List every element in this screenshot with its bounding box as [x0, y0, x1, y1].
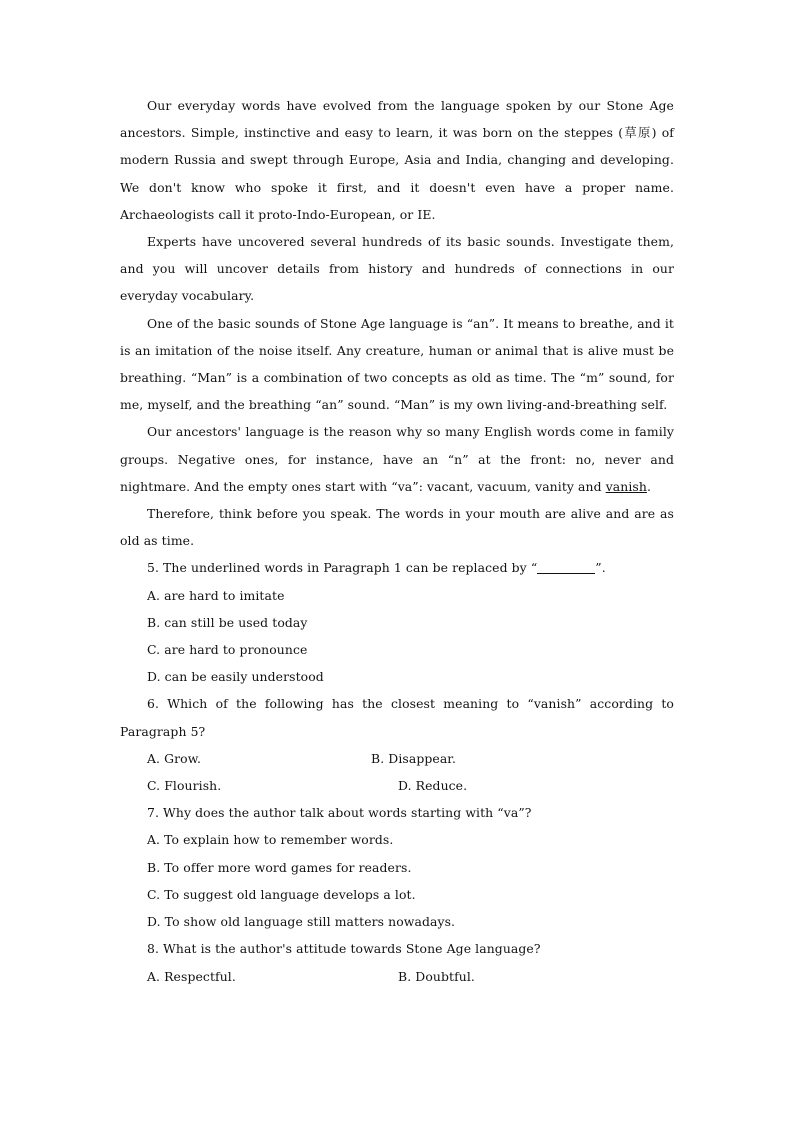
question-6-option-d: D. Reduce.	[398, 778, 468, 794]
question-5-option-b: B. can still be used today	[147, 614, 308, 630]
paragraph-4	[120, 418, 674, 500]
question-8-row-1	[120, 963, 674, 990]
question-6-row-2	[120, 772, 674, 799]
question-8-option-b: B. Doubtful.	[398, 968, 475, 984]
paragraph-4-text: Our ancestors' language is the reason why so many English words come in family groups. Negative ones, for instance, have an “n” at the front: no, never and nightmare. And the empty ones start with “va”: vacant, vacuum, vanity and	[120, 424, 674, 494]
paragraph-1: Our everyday words have evolved from the language spoken by our Stone Age ancestors. Simple, instinctive and easy to learn, it was born on the steppes (草原) of modern Russia and swept through Europe, Asia and India, changing and developing. We don't know who spoke it first, and it doesn't even have a proper name. Archaeologists call it proto-Indo-European, or IE.	[120, 98, 674, 222]
question-7-stem: 7. Why does the author talk about words starting with “va”?	[147, 805, 532, 821]
paragraph-2: Experts have uncovered several hundreds of its basic sounds. Investigate them, and you will uncover details from history and hundreds of connections in our everyday vocabulary.	[120, 234, 674, 304]
question-6-option-b: B. Disappear.	[371, 750, 457, 766]
document-page	[120, 92, 674, 990]
question-5-stem	[120, 554, 674, 581]
question-7-option-b: B. To offer more word games for readers.	[147, 859, 412, 875]
question-7-option-c: C. To suggest old language develops a lot.	[147, 886, 416, 902]
question-8-option-a: A. Respectful.	[147, 968, 236, 984]
paragraph-4-end: .	[646, 478, 652, 494]
paragraph-5: Therefore, think before you speak. The words in your mouth are alive and are as old as time.	[120, 506, 674, 549]
question-5-option-c: C. are hard to pronounce	[147, 642, 308, 658]
question-6-option-c: C. Flourish.	[147, 778, 222, 794]
question-5-option-d: D. can be easily understood	[147, 669, 324, 685]
question-6-option-a: A. Grow.	[147, 750, 201, 766]
question-7-option-d: D. To show old language still matters nowadays.	[147, 914, 456, 930]
question-8-stem: 8. What is the author's attitude towards Stone Age language?	[147, 941, 541, 957]
question-5-text: 5. The underlined words in Paragraph 1 can be replaced by “	[147, 560, 538, 576]
underlined-word-vanish: vanish	[605, 478, 647, 494]
question-5-option-a: A. are hard to imitate	[147, 587, 285, 603]
question-5-text-end: ”.	[595, 560, 606, 576]
question-7-option-a: A. To explain how to remember words.	[147, 832, 394, 848]
question-6-stem: 6. Which of the following has the closest meaning to “vanish” according to Paragraph 5?	[120, 696, 674, 739]
answer-blank	[537, 560, 595, 574]
question-6-row-1	[120, 745, 674, 772]
paragraph-3: One of the basic sounds of Stone Age language is “an”. It means to breathe, and it is an imitation of the noise itself. Any creature, human or animal that is alive must be breathing. “Man” is a combination of two concepts as old as time. The “m” sound, for me, myself, and the breathing “an” sound. “Man” is my own living-and-breathing self.	[120, 315, 674, 413]
